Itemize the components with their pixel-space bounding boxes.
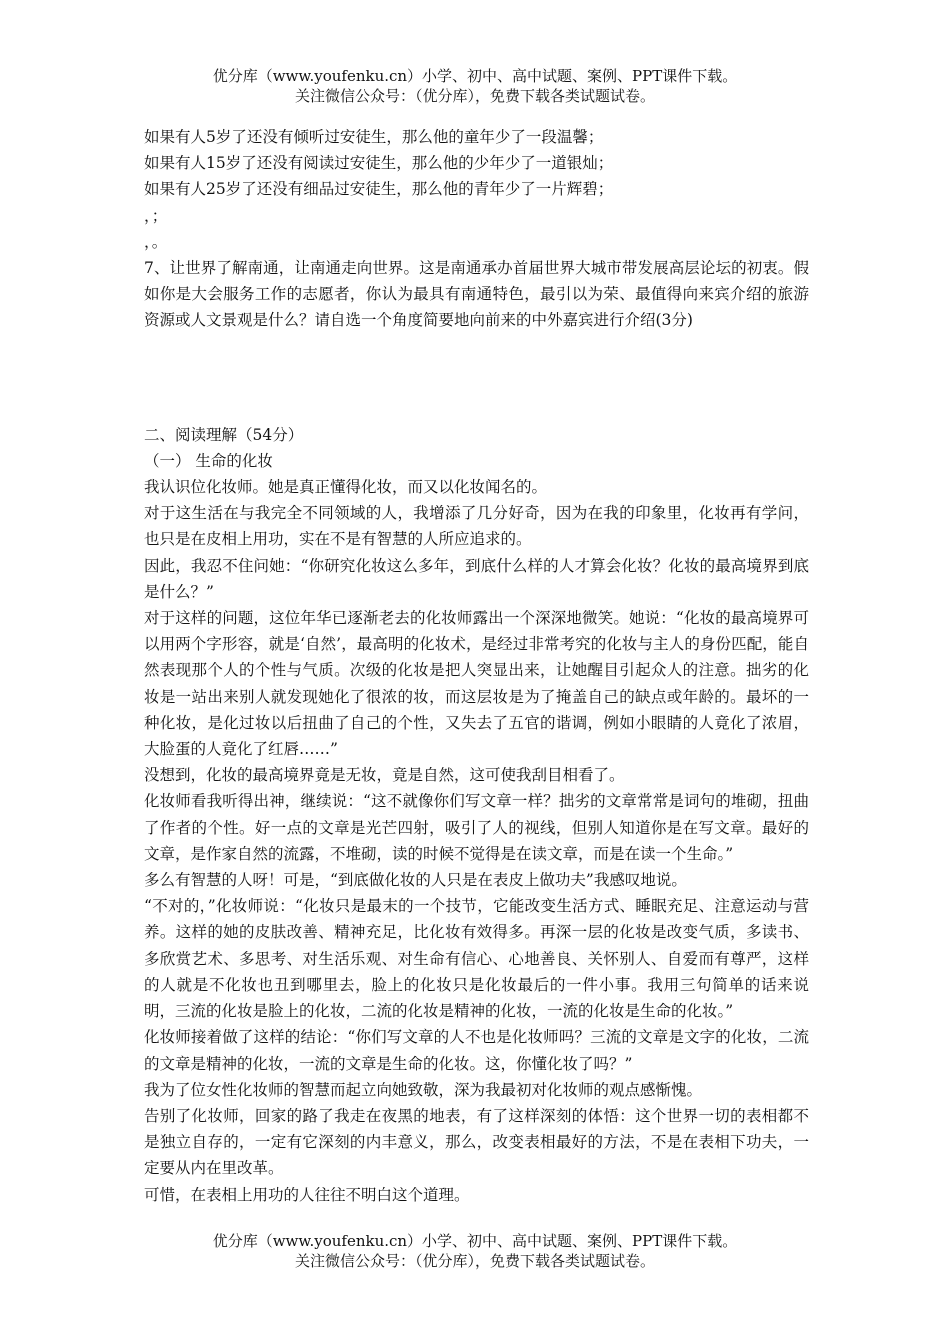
article-paragraph: 因此，我忍不住问她：“你研究化妆这么多年，到底什么样的人才算会化妆？化妆的最高境界到底是什么？” xyxy=(144,556,809,601)
article-paragraph: 告别了化妆师，回家的路了我走在夜黑的地表，有了这样深刻的体悟：这个世界一切的表相都不是独立自存的，一定有它深刻的内丰意义，那么，改变表相最好的方法，不是在表相下功夫，一定要从内在里改革。 xyxy=(144,1106,809,1178)
header-line-1: 优分库（www.youfenku.cn）小学、初中、高中试题、案例、PPT课件下载。 xyxy=(212,67,738,85)
question-7: 7、让世界了解南通，让南通走向世界。这是南通承办首届世界大城市带发展高层论坛的初衷。假如你是大会服务工作的志愿者，你认为最具有南通特色，最引以为荣、最值得向来宾介绍的旅游资源或人文景观是什么？请自选一个角度简要地向前来的中外嘉宾进行介绍(3分) xyxy=(144,259,809,330)
header-line-2: 关注微信公众号：（优分库），免费下载各类试题试卷。 xyxy=(294,87,655,105)
article-paragraph: 多么有智慧的人呀！可是，“到底做化妆的人只是在表皮上做功夫”我感叹地说。 xyxy=(144,871,687,890)
article-paragraph: 可惜，在表相上用功的人往往不明白这个道理。 xyxy=(144,1185,470,1204)
body-line: ，。 xyxy=(144,232,168,251)
article-title: （一） 生命的化妆 xyxy=(144,451,273,470)
document-body xyxy=(144,124,809,1208)
article-paragraph: “不对的，”化妆师说：“化妆只是最末的一个技节，它能改变生活方式、睡眠充足、注意运动与营养。这样的她的皮肤改善、精神充足，比化妆有效得多。再深一层的化妆是改变气质，多读书、多欣赏艺术、多思考、对生活乐观、对生命有信心、心地善良、关怀别人、自爱而有尊严，这样的人就是不化妆也丑到哪里去，脸上的化妆只是化妆最后的一件小事。我用三句简单的话来说明，三流的化妆是脸上的化妆，二流的化妆是精神的化妆，一流的化妆是生命的化妆。” xyxy=(144,897,809,1021)
article-paragraph: 没想到，化妆的最高境界竟是无妆，竟是自然，这可使我刮目相看了。 xyxy=(144,766,625,785)
article-paragraph: 我为了位女性化妆师的智慧而起立向她致敬，深为我最初对化妆师的观点感惭愧。 xyxy=(144,1080,703,1099)
page-footer xyxy=(0,1231,950,1271)
body-line: 如果有人25岁了还没有细品过安徒生，那么他的青年少了一片辉碧； xyxy=(144,180,614,199)
article-paragraph: 化妆师看我听得出神，继续说：“这不就像你们写文章一样？拙劣的文章常常是词句的堆砌，扭曲了作者的个性。好一点的文章是光芒四射，吸引了人的视线，但别人知道你是在写文章。最好的文章，是作家自然的流露，不堆砌，读的时候不觉得是在读文章，而是在读一个生命。” xyxy=(144,792,809,863)
footer-line-2: 关注微信公众号：（优分库），免费下载各类试题试卷。 xyxy=(294,1252,655,1270)
footer-line-1: 优分库（www.youfenku.cn）小学、初中、高中试题、案例、PPT课件下载。 xyxy=(212,1232,738,1250)
section-heading: 二、阅读理解（54分） xyxy=(144,425,304,444)
body-line: 如果有人15岁了还没有阅读过安徒生，那么他的少年少了一道银灿； xyxy=(144,154,614,173)
article-paragraph: 对于这样的问题，这位年华已逐渐老去的化妆师露出一个深深地微笑。她说：“化妆的最高境界可以用两个字形容，就是‘自然’，最高明的化妆术，是经过非常考究的化妆与主人的身份匹配，能自然表现那个人的个性与气质。次级的化妆是把人突显出来，让她醒目引起众人的注意。拙劣的化妆是一站出来别人就发现她化了很浓的妆，而这层妆是为了掩盖自己的缺点或年龄的。最坏的一种化妆，是化过妆以后扭曲了自己的个性，又失去了五官的谐调，例如小眼睛的人竟化了浓眉，大脸蛋的人竟化了红唇……” xyxy=(144,609,809,759)
body-line: ，； xyxy=(144,206,168,225)
page-header xyxy=(0,66,950,106)
article-paragraph: 化妆师接着做了这样的结论：“你们写文章的人不也是化妆师吗？三流的文章是文字的化妆，二流的文章是精神的化妆，一流的文章是生命的化妆。这，你懂化妆了吗？” xyxy=(144,1028,809,1073)
answer-space xyxy=(144,334,809,422)
article-paragraph: 我认识位化妆师。她是真正懂得化妆，而又以化妆闻名的。 xyxy=(144,478,548,497)
body-line: 如果有人5岁了还没有倾听过安徒生，那么他的童年少了一段温馨； xyxy=(144,128,604,146)
article-paragraph: 对于这生活在与我完全不同领域的人，我增添了几分好奇，因为在我的印象里，化妆再有学问，也只是在皮相上用功，实在不是有智慧的人所应追求的。 xyxy=(144,504,809,549)
